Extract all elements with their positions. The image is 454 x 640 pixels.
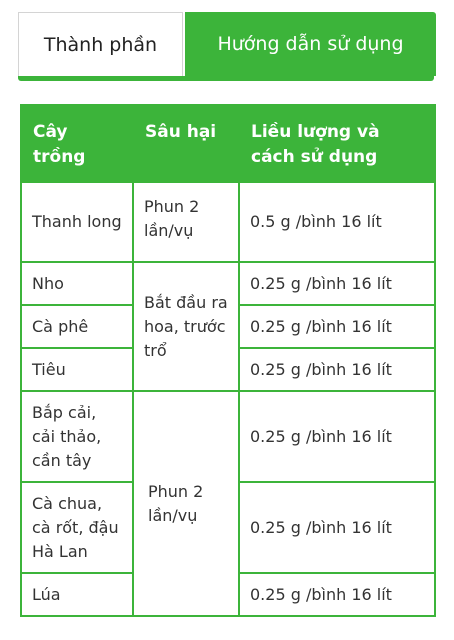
crop-cell: Lúa	[21, 573, 133, 616]
dosage-cell: 0.25 g /bình 16 lít	[239, 391, 435, 482]
table-row	[21, 262, 435, 305]
tab-underline	[18, 76, 434, 81]
dosage-cell: 0.25 g /bình 16 lít	[239, 305, 435, 348]
table-row	[21, 182, 435, 262]
dosage-cell: 0.25 g /bình 16 lít	[239, 262, 435, 305]
header-dosage: Liều lượng và cách sử dụng	[239, 105, 435, 182]
dosage-cell: 0.25 g /bình 16 lít	[239, 348, 435, 391]
dosage-cell: 0.5 g /bình 16 lít	[239, 182, 435, 262]
dosage-cell: 0.25 g /bình 16 lít	[239, 482, 435, 573]
crop-cell: Bắp cải, cải thảo, cần tây	[21, 391, 133, 482]
crop-cell: Cà chua, cà rốt, đậu Hà Lan	[21, 482, 133, 573]
crop-cell: Nho	[21, 262, 133, 305]
tab-bar	[18, 12, 434, 78]
crop-cell: Cà phê	[21, 305, 133, 348]
usage-table	[20, 104, 436, 617]
table-header-row	[21, 105, 435, 182]
pest-cell: Phun 2 lần/vụ	[133, 182, 239, 262]
header-crop: Cây trồng	[21, 105, 133, 182]
tab-ingredients[interactable]: Thành phần	[18, 12, 183, 76]
tab-usage-instructions[interactable]: Hướng dẫn sử dụng	[185, 12, 436, 76]
table-row	[21, 391, 435, 482]
crop-cell: Tiêu	[21, 348, 133, 391]
pest-cell: Phun 2 lần/vụ	[133, 391, 239, 616]
dosage-cell: 0.25 g /bình 16 lít	[239, 573, 435, 616]
header-pest: Sâu hại	[133, 105, 239, 182]
crop-cell: Thanh long	[21, 182, 133, 262]
pest-cell: Bắt đầu ra hoa, trước trổ	[133, 262, 239, 391]
